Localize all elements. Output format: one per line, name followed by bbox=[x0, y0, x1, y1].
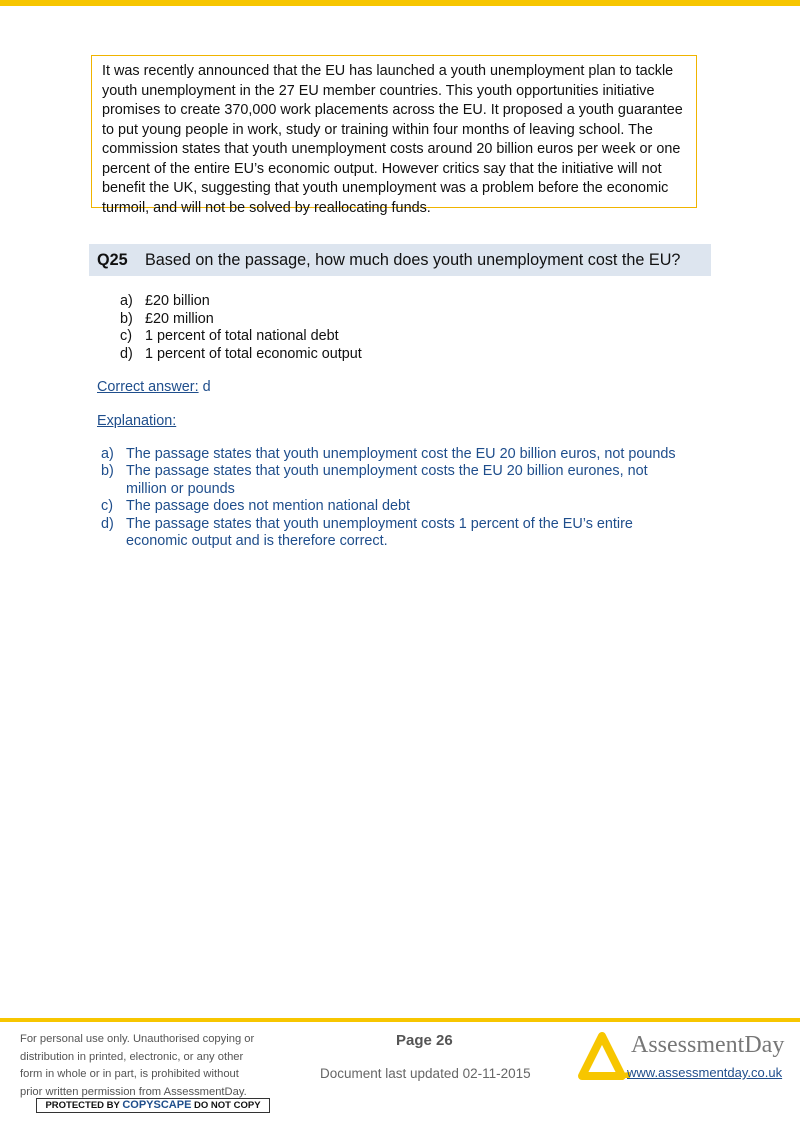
option-letter: c) bbox=[120, 328, 132, 344]
correct-answer bbox=[97, 379, 211, 395]
explanation-item bbox=[101, 498, 741, 515]
explanation-item bbox=[101, 516, 741, 551]
explanation-text: The passage states that youth unemployment costs the EU 20 billion eurones, not million or pounds bbox=[126, 463, 648, 497]
top-accent-bar bbox=[0, 0, 800, 6]
option-text: £20 million bbox=[145, 310, 214, 327]
passage-line: youth unemployment in the 27 EU member countries. This youth opportunities initiative bbox=[102, 82, 655, 99]
notice-line: For personal use only. Unauthorised copying or bbox=[20, 1033, 255, 1045]
explanation-heading: Explanation: bbox=[97, 413, 177, 429]
copyscape-suffix: DO NOT COPY bbox=[191, 1100, 261, 1111]
explanation-letter: d) bbox=[101, 515, 114, 532]
passage-line: promises to create 370,000 work placements across the EU. It proposed a youth guarantee bbox=[102, 102, 683, 118]
answer-options bbox=[120, 293, 362, 363]
option-text: 1 percent of total national debt bbox=[145, 328, 339, 344]
page-number: Page 26 bbox=[396, 1032, 453, 1049]
notice-line: prior written permission from AssessmentDay. bbox=[20, 1085, 247, 1098]
assessmentday-logo-text: AssessmentDay bbox=[631, 1032, 785, 1058]
option-d[interactable] bbox=[120, 346, 362, 364]
website-link[interactable]: www.assessmentday.co.uk bbox=[627, 1065, 783, 1080]
explanation-item bbox=[101, 446, 741, 463]
passage-line: turmoil, and will not be solved by reallocating funds. bbox=[102, 199, 431, 216]
option-letter: b) bbox=[120, 310, 133, 327]
option-a[interactable] bbox=[120, 293, 362, 311]
notice-line: distribution in printed, electronic, or any other bbox=[20, 1050, 244, 1063]
option-letter: d) bbox=[120, 345, 133, 362]
explanation-letter: c) bbox=[101, 498, 113, 515]
explanation-text: The passage states that youth unemployment cost the EU 20 billion euros, not pounds bbox=[126, 446, 676, 462]
notice-line: form in whole or in part, is prohibited without bbox=[20, 1068, 239, 1081]
explanation-item bbox=[101, 463, 741, 498]
copyscape-brand: COPYSCAPE bbox=[122, 1099, 192, 1111]
explanation-text: The passage does not mention national debt bbox=[126, 498, 411, 515]
footer-accent-bar bbox=[0, 1018, 800, 1022]
explanation-list bbox=[101, 446, 741, 550]
option-text: 1 percent of total economic output bbox=[145, 345, 362, 362]
question-text: Based on the passage, how much does youth unemployment cost the EU? bbox=[145, 250, 681, 269]
passage-line: benefit the UK, suggesting that youth unemployment was a problem before the economic bbox=[102, 180, 669, 196]
option-b[interactable] bbox=[120, 311, 362, 329]
passage-line: to put young people in work, study or training within four months of leaving school. The bbox=[102, 121, 653, 138]
question-number: Q25 bbox=[97, 250, 128, 269]
explanation-text: The passage states that youth unemployment costs 1 percent of the EU’s entire economic output and is therefore correct. bbox=[126, 515, 633, 550]
document-updated: Document last updated 02-11-2015 bbox=[320, 1066, 531, 1081]
assessmentday-logo-icon bbox=[578, 1032, 630, 1080]
question-header bbox=[89, 244, 711, 276]
passage-line: It was recently announced that the EU has launched a youth unemployment plan to tackle bbox=[102, 63, 674, 79]
copyright-notice bbox=[20, 1031, 290, 1101]
option-letter: a) bbox=[120, 293, 133, 309]
correct-answer-label: Correct answer: bbox=[97, 379, 199, 395]
passage-line: percent of the entire EU’s economic output. However critics say that the initiative will not bbox=[102, 160, 662, 177]
copyscape-prefix: PROTECTED BY bbox=[45, 1100, 123, 1111]
passage-box bbox=[91, 55, 697, 216]
correct-answer-value: d bbox=[198, 379, 211, 395]
option-text: £20 billion bbox=[145, 293, 210, 309]
passage-line: commission states that youth unemployment costs around 20 billion euros per week or one bbox=[102, 141, 681, 157]
copyscape-badge[interactable] bbox=[36, 1098, 270, 1113]
explanation-letter: a) bbox=[101, 446, 114, 462]
explanation-letter: b) bbox=[101, 463, 114, 480]
option-c[interactable] bbox=[120, 328, 362, 346]
